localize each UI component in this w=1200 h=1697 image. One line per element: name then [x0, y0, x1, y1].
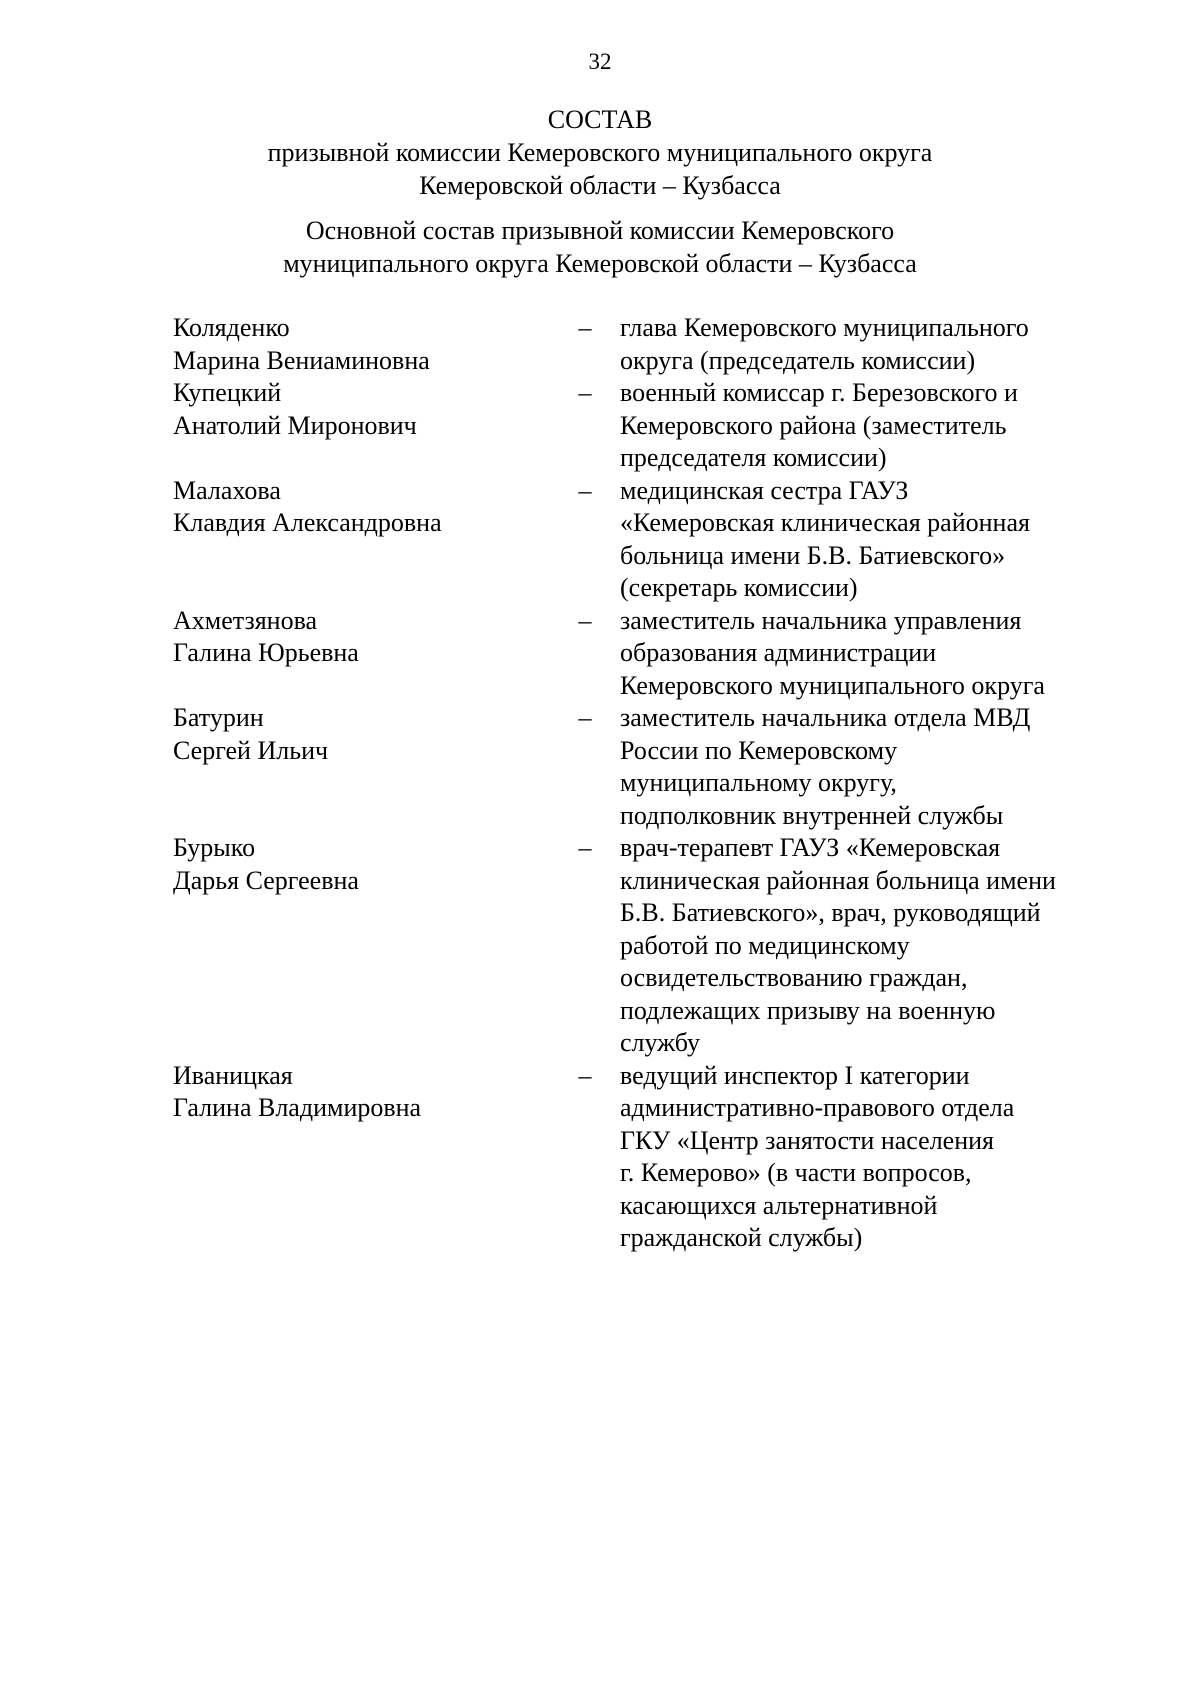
- member-role-line: ГКУ «Центр занятости населения: [620, 1125, 994, 1155]
- member-role-line: касающихся альтернативной: [620, 1190, 938, 1220]
- separator-dash: –: [578, 378, 592, 407]
- member-role: [620, 312, 1100, 377]
- member-role-line: России по Кемеровскому: [620, 735, 898, 765]
- member-role-line: работой по медицинскому: [620, 930, 910, 960]
- member-role-line: округа (председатель комиссии): [620, 345, 976, 375]
- member-surname: Бурыко: [173, 833, 256, 862]
- member-role: [620, 475, 1100, 605]
- member-given-names: Сергей Ильич: [173, 735, 329, 765]
- member-role-line: Б.В. Батиевского», врач, руководящий: [620, 898, 1041, 927]
- member-role-line: заместитель начальника управления: [620, 605, 1022, 635]
- member-role: [620, 1060, 1100, 1255]
- document-heading: [0, 103, 1200, 202]
- subheading-line-2: муниципального округа Кемеровской области – Кузбасса: [283, 249, 917, 278]
- member-role-line: г. Кемерово» (в части вопросов,: [620, 1158, 972, 1187]
- member-given-names: Дарья Сергеевна: [173, 865, 359, 895]
- member-name: [173, 702, 563, 767]
- member-role: [620, 702, 1100, 832]
- member-role-line: муниципальному округу,: [620, 768, 897, 797]
- member-given-names: Галина Владимировна: [173, 1093, 422, 1122]
- member-role-line: (секретарь комиссии): [620, 573, 858, 602]
- member-entry: [0, 312, 1200, 377]
- member-surname: Малахова: [173, 475, 281, 505]
- member-role-line: председателя комиссии): [620, 443, 887, 472]
- separator-dash: –: [578, 313, 592, 342]
- section-subheading: [0, 214, 1200, 280]
- member-role-line: административно-правового отдела: [620, 1093, 1015, 1122]
- member-name: [173, 312, 563, 377]
- member-given-names: Клавдия Александровна: [173, 508, 442, 537]
- member-given-names: Анатолий Миронович: [173, 410, 417, 440]
- member-entry: [0, 475, 1200, 605]
- member-role-line: гражданской службы): [620, 1223, 863, 1252]
- member-role-line: подполковник внутренней службы: [620, 800, 1004, 830]
- subheading-line-1: Основной состав призывной комиссии Кемеровского: [305, 216, 895, 245]
- member-surname: Коляденко: [173, 313, 290, 342]
- member-role: [620, 605, 1100, 703]
- member-role-line: глава Кемеровского муниципального: [620, 313, 1029, 342]
- separator-dash: –: [578, 703, 592, 732]
- heading-line-2: призывной комиссии Кемеровского муниципального округа: [267, 138, 933, 167]
- member-role-line: подлежащих призыву на военную: [620, 995, 996, 1025]
- member-given-names: Галина Юрьевна: [173, 638, 359, 667]
- member-entry: [0, 1060, 1200, 1255]
- member-role: [620, 377, 1100, 475]
- member-name: [173, 832, 563, 897]
- member-surname: Иваницкая: [173, 1060, 293, 1090]
- member-surname: Батурин: [173, 703, 264, 732]
- separator-dash: –: [578, 475, 592, 505]
- member-role-line: больница имени Б.В. Батиевского»: [620, 540, 1006, 570]
- heading-title: СОСТАВ: [547, 105, 653, 134]
- separator-dash: –: [578, 605, 592, 635]
- page-number: 32: [588, 49, 612, 74]
- member-given-names: Марина Вениаминовна: [173, 345, 430, 375]
- member-role-line: «Кемеровская клиническая районная: [620, 508, 1030, 537]
- member-name: [173, 605, 563, 670]
- member-role-line: ведущий инспектор I категории: [620, 1060, 970, 1090]
- member-role-line: освидетельствованию граждан,: [620, 963, 968, 992]
- member-role-line: военный комиссар г. Березовского и: [620, 378, 1018, 407]
- member-surname: Купецкий: [173, 378, 282, 407]
- member-role-line: заместитель начальника отдела МВД: [620, 703, 1031, 732]
- member-role-line: образования администрации: [620, 638, 937, 667]
- member-role-line: Кемеровского района (заместитель: [620, 410, 1007, 440]
- member-name: [173, 475, 563, 540]
- member-role-line: клиническая районная больница имени: [620, 865, 1056, 895]
- member-role-line: врач-терапевт ГАУЗ «Кемеровская: [620, 833, 1001, 862]
- separator-dash: –: [578, 1060, 592, 1090]
- member-name: [173, 377, 563, 442]
- member-entry: [0, 832, 1200, 1060]
- commission-member-list: [0, 312, 1200, 1255]
- member-surname: Ахметзянова: [173, 605, 318, 635]
- member-role-line: медицинская сестра ГАУЗ: [620, 475, 909, 505]
- separator-dash: –: [578, 833, 592, 862]
- member-entry: [0, 605, 1200, 703]
- member-role-line: службу: [620, 1028, 701, 1057]
- member-role: [620, 832, 1100, 1060]
- member-entry: [0, 702, 1200, 832]
- member-entry: [0, 377, 1200, 475]
- member-role-line: Кемеровского муниципального округа: [620, 670, 1045, 700]
- member-name: [173, 1060, 563, 1125]
- heading-line-3: Кемеровской области – Кузбасса: [419, 171, 781, 200]
